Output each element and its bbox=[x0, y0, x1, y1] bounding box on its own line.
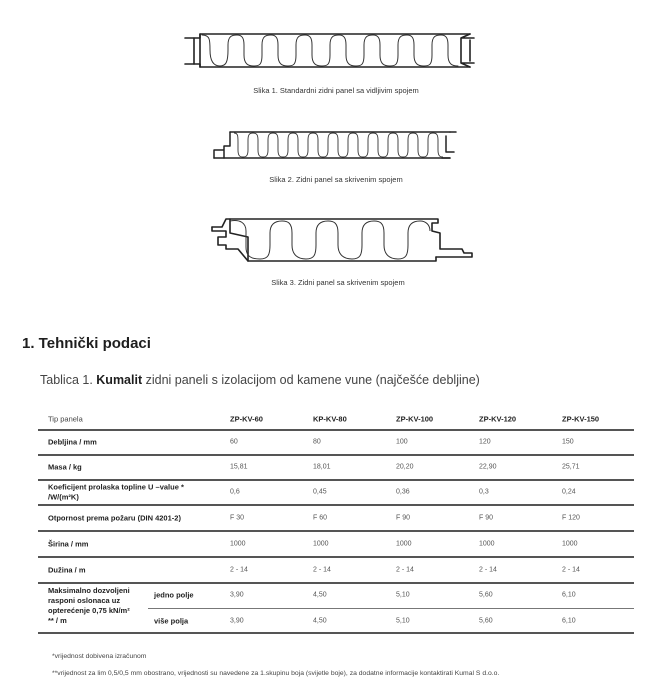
cell-value: 0,24 bbox=[562, 488, 576, 496]
span-group-label-line: opterećenje 0,75 kN/m² bbox=[48, 606, 130, 615]
cell-value: 6,10 bbox=[562, 591, 576, 599]
cell-value: 5,60 bbox=[479, 591, 493, 599]
span-group-label-line: rasponi oslonaca uz bbox=[48, 596, 121, 605]
cell-value: 1000 bbox=[479, 540, 495, 547]
cell-value: 1000 bbox=[230, 540, 246, 547]
footnote: *vrijednost dobivena izračunom bbox=[52, 653, 147, 660]
panel-profile-drawing bbox=[210, 128, 460, 162]
column-header: ZP-KV-150 bbox=[562, 414, 600, 424]
table-header-row bbox=[38, 409, 634, 429]
cell-value: 4,50 bbox=[313, 617, 327, 624]
row-label: Debljina / mm bbox=[48, 437, 97, 447]
cell-value: 2 - 14 bbox=[396, 566, 414, 573]
table-caption bbox=[40, 373, 480, 387]
section-title: 1. Tehnički podaci bbox=[22, 335, 151, 352]
cell-value: F 30 bbox=[230, 514, 245, 521]
table-row bbox=[38, 455, 634, 479]
figure-2-caption: Slika 2. Zidni panel sa skrivenim spojem bbox=[269, 175, 403, 184]
brand-name: Kumalit bbox=[96, 373, 143, 387]
figure-2-hidden-joint-panel bbox=[210, 128, 460, 162]
cell-value: 2 - 14 bbox=[230, 566, 248, 573]
span-group-label-line: ** / m bbox=[48, 616, 67, 625]
column-header: KP-KV-80 bbox=[313, 414, 347, 424]
cell-value: 0,3 bbox=[479, 488, 489, 496]
cell-value: F 90 bbox=[396, 514, 411, 521]
cell-value: 4,50 bbox=[313, 591, 327, 599]
subrow-label: više polja bbox=[154, 616, 189, 625]
row-label: Dužina / m bbox=[48, 565, 86, 574]
footnote: **vrijednost za lim 0,5/0,5 mm obostrano, vrijednosti su navedene za 1.skupinu boja (svijetle boje), za dodatne informacije kontaktirati Kumal S d.o.o. bbox=[52, 670, 500, 677]
cell-value: 2 - 14 bbox=[479, 566, 497, 573]
cell-value: 0,45 bbox=[313, 488, 327, 496]
cell-value: 60 bbox=[230, 438, 238, 446]
cell-value: 6,10 bbox=[562, 617, 576, 624]
figure-1-caption: Slika 1. Standardni zidni panel sa vidljivim spojem bbox=[253, 86, 419, 95]
row-label bbox=[48, 483, 184, 502]
cell-value: 22,90 bbox=[479, 463, 497, 471]
cell-value: F 120 bbox=[562, 514, 580, 521]
row-label: Otpornost prema požaru (DIN 4201-2) bbox=[48, 513, 181, 522]
panel-profile-drawing bbox=[208, 215, 478, 265]
cell-value: 0,36 bbox=[396, 488, 410, 496]
cell-value: 2 - 14 bbox=[313, 566, 331, 573]
span-group-label-line: Maksimalno dozvoljeni bbox=[48, 586, 130, 595]
cell-value: 3,90 bbox=[230, 591, 244, 599]
cell-value: 80 bbox=[313, 438, 321, 446]
cell-value: 1000 bbox=[396, 540, 412, 547]
table-bottom-border bbox=[38, 632, 634, 634]
table-row bbox=[38, 531, 634, 556]
panel-profile-drawing bbox=[180, 30, 480, 70]
cell-value: F 60 bbox=[313, 514, 328, 521]
column-header: ZP-KV-60 bbox=[230, 414, 263, 424]
table-subrow bbox=[38, 583, 634, 607]
cell-value: 5,10 bbox=[396, 617, 410, 624]
cell-value: 0,6 bbox=[230, 488, 240, 496]
figure-3-hidden-joint-panel bbox=[208, 215, 478, 265]
cell-value: 100 bbox=[396, 438, 408, 446]
header-label: Tip panela bbox=[48, 414, 83, 424]
cell-value: 3,90 bbox=[230, 617, 244, 624]
table-subrow bbox=[38, 609, 634, 632]
figure-3-caption: Slika 3. Zidni panel sa skrivenim spojem bbox=[271, 278, 405, 287]
row-label: Masa / kg bbox=[48, 462, 82, 472]
row-label-line: Koeficijent prolaska topline U –value * bbox=[48, 482, 184, 492]
table-row bbox=[38, 430, 634, 454]
table-row bbox=[38, 505, 634, 530]
cell-value: 15,81 bbox=[230, 463, 248, 471]
cell-value: 1000 bbox=[313, 540, 329, 547]
cell-value: 5,60 bbox=[479, 617, 493, 624]
cell-value: 20,20 bbox=[396, 463, 414, 471]
cell-value: 5,10 bbox=[396, 591, 410, 599]
subrow-label: jedno polje bbox=[154, 590, 194, 600]
cell-value: 2 - 14 bbox=[562, 566, 580, 573]
row-label-line: /W/(m²K) bbox=[48, 492, 79, 501]
row-label: Širina / mm bbox=[48, 539, 89, 548]
table-row bbox=[38, 480, 634, 504]
column-header: ZP-KV-100 bbox=[396, 414, 434, 424]
table-caption-prefix: Tablica 1. bbox=[40, 373, 97, 387]
cell-value: 1000 bbox=[562, 540, 578, 547]
cell-value: F 90 bbox=[479, 514, 494, 521]
table-caption-suffix: zidni paneli s izolacijom od kamene vune (najčešće debljine) bbox=[142, 373, 480, 387]
figure-1-standard-panel bbox=[180, 30, 480, 70]
table-row bbox=[38, 557, 634, 582]
cell-value: 18,01 bbox=[313, 463, 331, 471]
cell-value: 25,71 bbox=[562, 463, 580, 471]
cell-value: 150 bbox=[562, 438, 574, 446]
column-header: ZP-KV-120 bbox=[479, 414, 517, 424]
cell-value: 120 bbox=[479, 438, 491, 446]
